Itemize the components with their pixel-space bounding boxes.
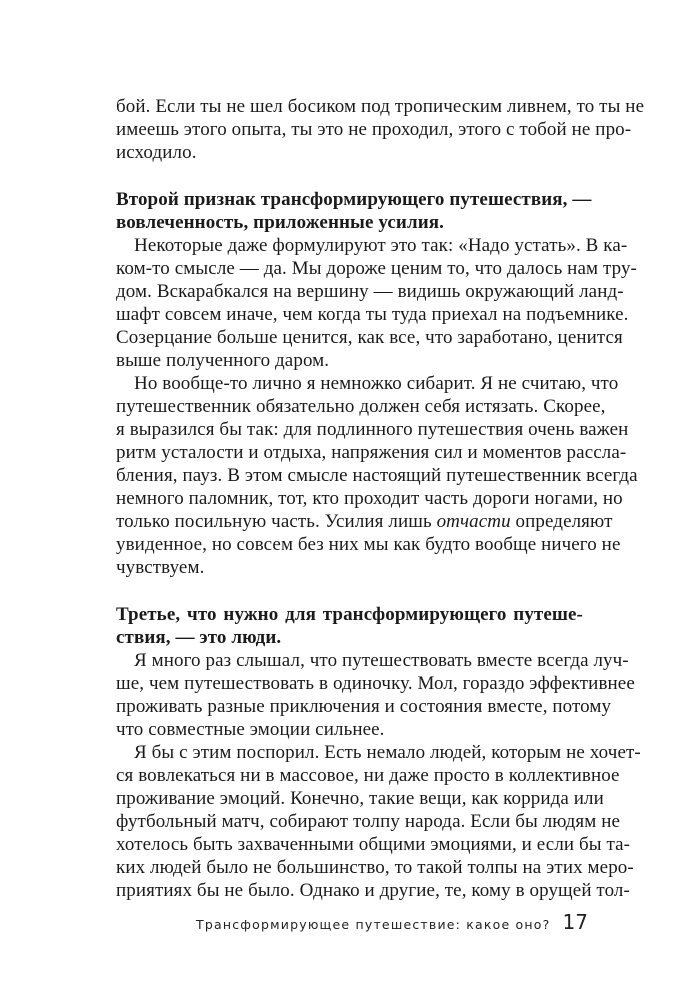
text-line: Созерцание больше ценится, как все, что заработано, ценится bbox=[116, 327, 623, 348]
page-footer bbox=[196, 910, 588, 934]
text-line: дом. Вскарабкался на вершину — видишь окружающий ланд- bbox=[116, 281, 624, 302]
paragraph bbox=[116, 234, 637, 372]
text-line: бления, пауз. В этом смысле настоящий путешественник всегда bbox=[116, 465, 638, 486]
text-line: ше, чем путешествовать в одиночку. Мол, гораздо эффективнее bbox=[116, 673, 635, 694]
text-line: путешественник обязательно должен себя истязать. Скорее, bbox=[116, 396, 606, 417]
text-line: ком-то смысле — да. Мы дороже ценим то, что далось нам тру- bbox=[116, 258, 637, 279]
text-line: проживать разные приключения и состояния вместе, потому bbox=[116, 696, 612, 717]
heading-line: ствия, — это люди. bbox=[116, 627, 282, 648]
text-line: ся вовлекаться ни в массовое, ни даже просто в коллективное bbox=[116, 765, 620, 786]
text-line: имеешь этого опыта, ты это не проходил, этого с тобой не про- bbox=[116, 119, 632, 140]
text-line: ритм усталости и отдыха, напряжения сил и моментов рассла- bbox=[116, 442, 627, 463]
text-line: хотелось быть захваченными общими эмоциями, и если бы та- bbox=[116, 834, 631, 855]
running-title: Трансформирующее путешествие: какое оно? bbox=[196, 917, 551, 932]
text-line: немного паломник, тот, кто проходит часть дороги ногами, но bbox=[116, 488, 623, 509]
text-line: только посильную часть. Усилия лишь отчасти определяют bbox=[116, 511, 613, 532]
text-line: я выразился бы так: для подлинного путешествия очень важен bbox=[116, 419, 629, 440]
page-number: 17 bbox=[562, 910, 588, 934]
text-line: выше полученного даром. bbox=[116, 350, 330, 371]
text-line: исходило. bbox=[116, 142, 197, 163]
text-line: проживание эмоций. Конечно, такие вещи, как коррида или bbox=[116, 788, 604, 809]
paragraph bbox=[116, 372, 638, 579]
paragraph bbox=[116, 649, 635, 741]
text-line: Но вообще-то лично я немножко сибарит. Я не считаю, что bbox=[134, 373, 619, 394]
text-line: Некоторые даже формулируют это так: «Надо устать». В ка- bbox=[134, 235, 628, 256]
text-line: Я много раз слышал, что путешествовать вместе всегда луч- bbox=[134, 650, 629, 671]
text-line: чувствуем. bbox=[116, 557, 205, 578]
paragraph-continuation bbox=[116, 95, 645, 164]
paragraph bbox=[116, 741, 641, 902]
section-heading-third-sign bbox=[116, 603, 583, 649]
text-line: шафт совсем иначе, чем когда ты туда приехал на подъемнике. bbox=[116, 304, 629, 325]
heading-line: Третье, что нужно для трансформирующего путеше- bbox=[116, 604, 583, 625]
heading-line: вовлеченность, приложенные усилия. bbox=[116, 212, 444, 233]
text-line: что совместные эмоции сильнее. bbox=[116, 719, 385, 740]
text-line: увиденное, но совсем без них мы как будто вообще ничего не bbox=[116, 534, 621, 555]
page-text bbox=[116, 95, 645, 902]
text-line: приятиях бы не было. Однако и другие, те, кому в орущей тол- bbox=[116, 880, 630, 901]
section-heading-second-sign bbox=[116, 188, 592, 234]
text-line: футбольный матч, собирают толпу народа. Если бы людям не bbox=[116, 811, 621, 832]
heading-line: Второй признак трансформирующего путешествия, — bbox=[116, 189, 592, 210]
text-line: бой. Если ты не шел босиком под тропическим ливнем, то ты не bbox=[116, 96, 645, 117]
text-line: Я бы с этим поспорил. Есть немало людей, которым не хочет- bbox=[134, 742, 641, 763]
text-line: ких людей было не большинство, то такой толпы на этих меро- bbox=[116, 857, 634, 878]
